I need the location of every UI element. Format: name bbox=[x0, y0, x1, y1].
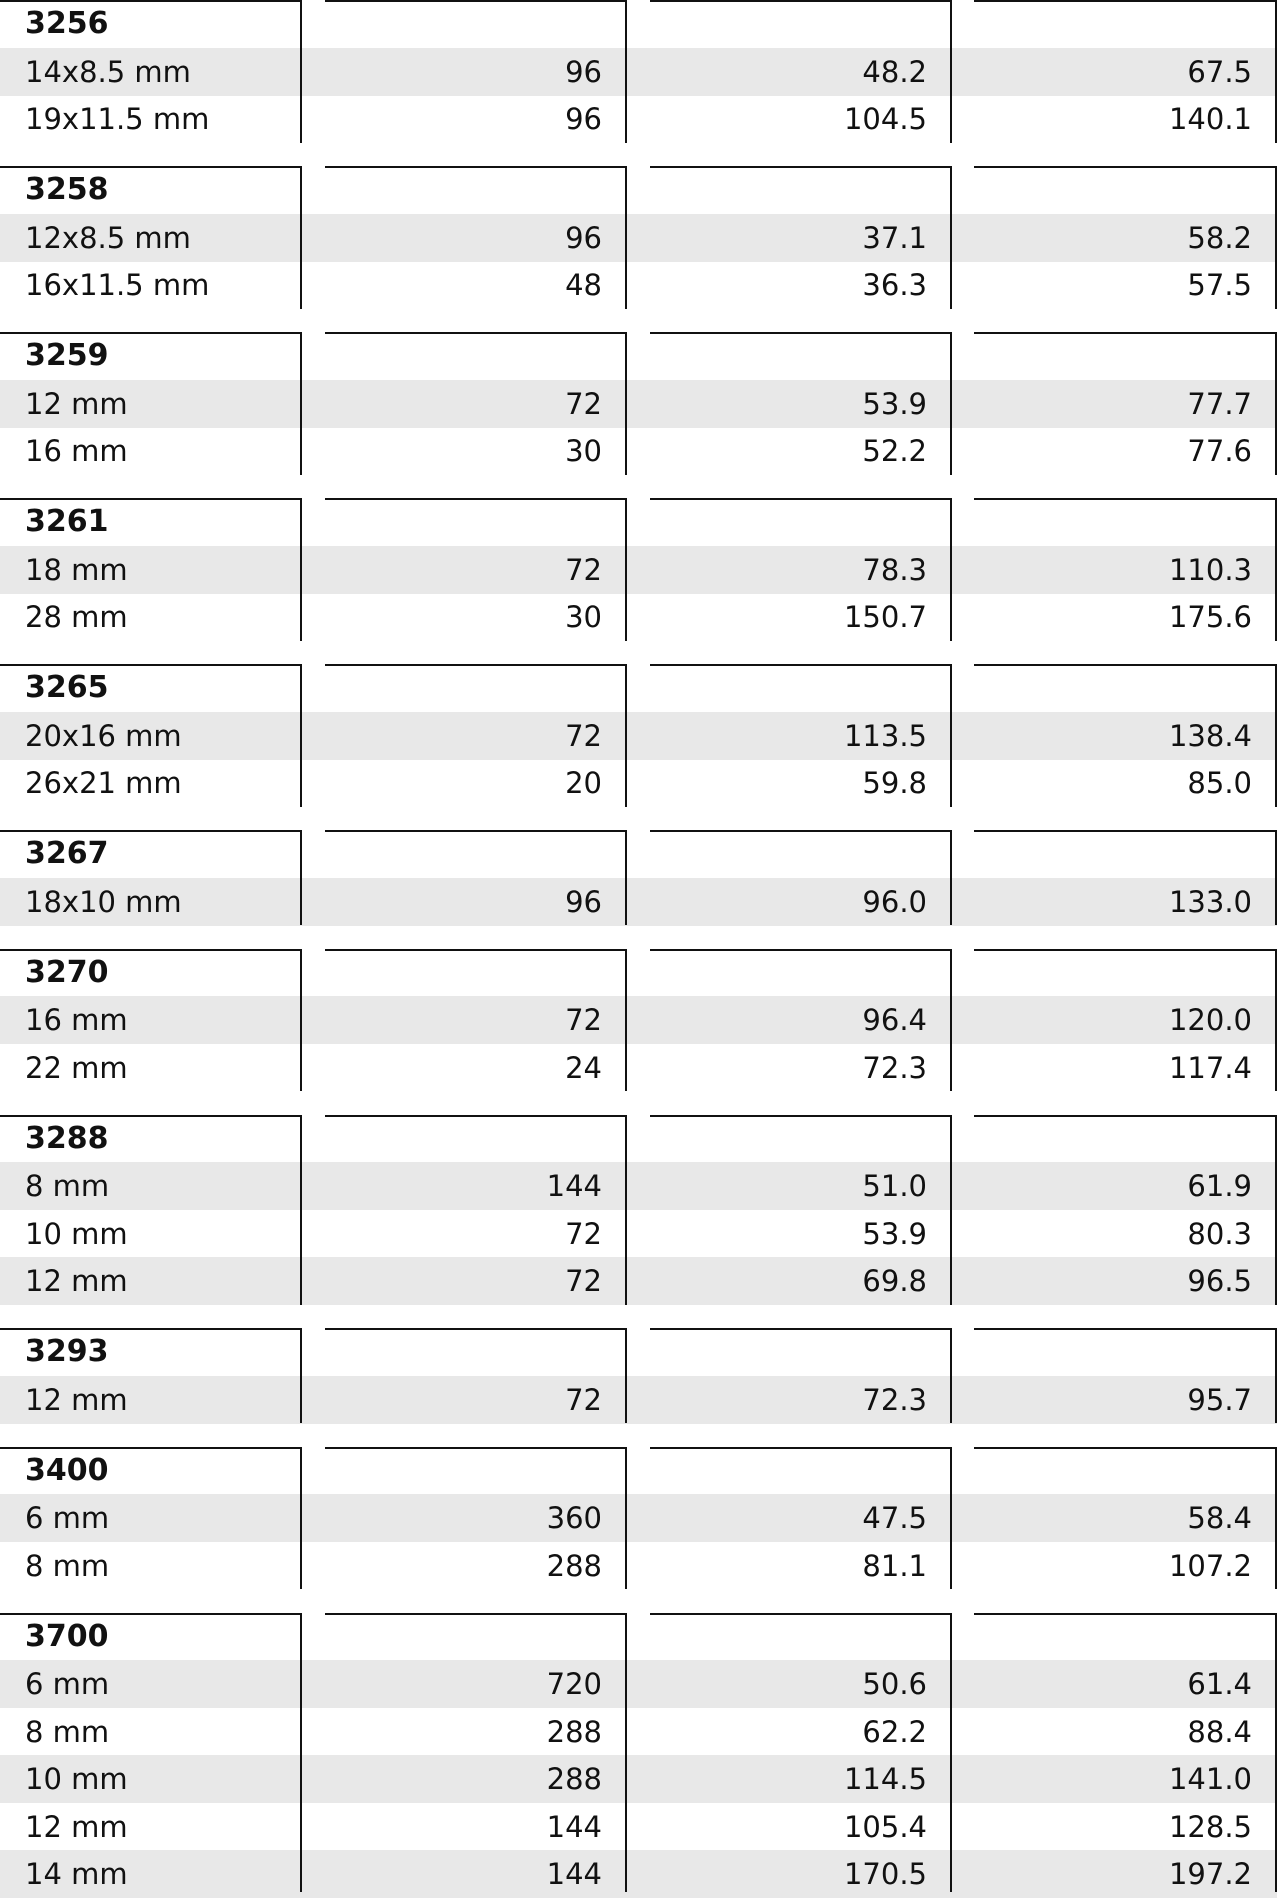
value-cell: 30 bbox=[565, 600, 602, 634]
group-header-row bbox=[0, 1613, 1277, 1661]
value-cell: 138.4 bbox=[1168, 718, 1252, 753]
value-cell: 85.0 bbox=[1187, 766, 1252, 800]
size-label: 19x11.5 mm bbox=[25, 102, 210, 136]
value-cell: 81.1 bbox=[862, 1548, 927, 1583]
column-divider bbox=[300, 0, 302, 143]
value-cell: 20 bbox=[565, 766, 602, 800]
size-label: 8 mm bbox=[25, 1169, 110, 1203]
box-top-rule bbox=[650, 1328, 952, 1330]
value-cell: 113.5 bbox=[843, 718, 927, 753]
size-label: 6 mm bbox=[25, 1667, 110, 1701]
product-code: 3293 bbox=[25, 1334, 109, 1369]
product-code: 3261 bbox=[25, 504, 109, 539]
value-cell: 288 bbox=[546, 1714, 602, 1749]
column-divider bbox=[625, 949, 627, 1092]
value-cell: 58.2 bbox=[1187, 220, 1252, 255]
column-divider bbox=[950, 0, 952, 143]
table-row bbox=[0, 1708, 1277, 1756]
table-row bbox=[0, 214, 1277, 262]
size-label: 28 mm bbox=[25, 600, 128, 634]
value-cell: 72 bbox=[565, 552, 602, 587]
box-top-rule bbox=[325, 1328, 627, 1330]
group-header-row bbox=[0, 166, 1277, 214]
group-header-row bbox=[0, 830, 1277, 878]
table-row bbox=[0, 1257, 1277, 1305]
column-divider bbox=[300, 332, 302, 475]
column-divider bbox=[950, 498, 952, 641]
box-top-rule bbox=[0, 166, 302, 168]
value-cell: 72.3 bbox=[862, 1382, 927, 1417]
box-top-rule bbox=[650, 949, 952, 951]
column-divider bbox=[625, 1328, 627, 1423]
column-divider bbox=[300, 1447, 302, 1590]
value-cell: 197.2 bbox=[1168, 1857, 1252, 1891]
column-divider bbox=[950, 1115, 952, 1305]
box-top-rule bbox=[0, 949, 302, 951]
value-cell: 96 bbox=[565, 884, 602, 919]
box-top-rule bbox=[0, 1115, 302, 1117]
value-cell: 48 bbox=[565, 268, 602, 302]
column-divider bbox=[950, 1613, 952, 1893]
size-label: 16 mm bbox=[25, 434, 128, 468]
value-cell: 30 bbox=[565, 434, 602, 468]
box-top-rule bbox=[325, 0, 627, 2]
table-row bbox=[0, 1850, 1277, 1898]
box-top-rule bbox=[0, 830, 302, 832]
column-divider bbox=[625, 1115, 627, 1305]
product-code: 3267 bbox=[25, 836, 109, 871]
box-top-rule bbox=[325, 1613, 627, 1615]
value-cell: 52.2 bbox=[862, 434, 927, 468]
group-header-row bbox=[0, 332, 1277, 380]
group-header-row bbox=[0, 1328, 1277, 1376]
size-label: 8 mm bbox=[25, 1714, 110, 1749]
group-header-row bbox=[0, 664, 1277, 712]
box-top-rule bbox=[325, 332, 627, 334]
box-top-rule bbox=[974, 664, 1277, 666]
box-top-rule bbox=[325, 166, 627, 168]
value-cell: 140.1 bbox=[1168, 102, 1252, 136]
value-cell: 288 bbox=[546, 1548, 602, 1583]
box-top-rule bbox=[650, 0, 952, 2]
column-divider bbox=[300, 1613, 302, 1893]
box-top-rule bbox=[325, 1447, 627, 1449]
size-label: 10 mm bbox=[25, 1216, 128, 1251]
table-row bbox=[0, 427, 1277, 475]
value-cell: 72 bbox=[565, 1382, 602, 1417]
box-top-rule bbox=[974, 332, 1277, 334]
value-cell: 96 bbox=[565, 220, 602, 255]
table-row bbox=[0, 712, 1277, 760]
value-cell: 360 bbox=[546, 1501, 602, 1535]
box-top-rule bbox=[0, 332, 302, 334]
value-cell: 128.5 bbox=[1168, 1809, 1252, 1844]
value-cell: 150.7 bbox=[843, 600, 927, 634]
value-cell: 117.4 bbox=[1168, 1050, 1252, 1085]
column-divider bbox=[950, 332, 952, 475]
box-top-rule bbox=[325, 1115, 627, 1117]
value-cell: 114.5 bbox=[843, 1762, 927, 1796]
column-divider bbox=[950, 664, 952, 807]
box-top-rule bbox=[974, 1613, 1277, 1615]
column-divider bbox=[950, 830, 952, 925]
value-cell: 120.0 bbox=[1168, 1003, 1252, 1037]
table-row bbox=[0, 1210, 1277, 1258]
value-cell: 61.9 bbox=[1187, 1169, 1252, 1203]
table-row bbox=[0, 878, 1277, 926]
group-header-row bbox=[0, 498, 1277, 546]
column-divider bbox=[300, 949, 302, 1092]
value-cell: 88.4 bbox=[1187, 1714, 1252, 1749]
value-cell: 50.6 bbox=[862, 1667, 927, 1701]
value-cell: 67.5 bbox=[1187, 54, 1252, 89]
table-row bbox=[0, 759, 1277, 807]
size-label: 12x8.5 mm bbox=[25, 220, 191, 255]
value-cell: 77.6 bbox=[1187, 434, 1252, 468]
product-code: 3265 bbox=[25, 670, 109, 705]
table-row bbox=[0, 48, 1277, 96]
value-cell: 288 bbox=[546, 1762, 602, 1796]
box-top-rule bbox=[325, 664, 627, 666]
table-row bbox=[0, 261, 1277, 309]
value-cell: 72.3 bbox=[862, 1050, 927, 1085]
size-label: 12 mm bbox=[25, 386, 128, 421]
table-row bbox=[0, 1803, 1277, 1851]
column-divider bbox=[625, 0, 627, 143]
box-top-rule bbox=[974, 949, 1277, 951]
value-cell: 96 bbox=[565, 54, 602, 89]
box-top-rule bbox=[325, 830, 627, 832]
box-top-rule bbox=[325, 949, 627, 951]
value-cell: 104.5 bbox=[843, 102, 927, 136]
box-top-rule bbox=[650, 1613, 952, 1615]
column-divider bbox=[625, 166, 627, 309]
value-cell: 58.4 bbox=[1187, 1501, 1252, 1535]
value-cell: 175.6 bbox=[1168, 600, 1252, 634]
value-cell: 36.3 bbox=[862, 268, 927, 302]
column-divider bbox=[300, 664, 302, 807]
value-cell: 105.4 bbox=[843, 1809, 927, 1844]
value-cell: 72 bbox=[565, 1216, 602, 1251]
column-divider bbox=[950, 166, 952, 309]
box-top-rule bbox=[325, 498, 627, 500]
box-top-rule bbox=[974, 0, 1277, 2]
box-top-rule bbox=[974, 1328, 1277, 1330]
product-code: 3288 bbox=[25, 1120, 109, 1156]
value-cell: 107.2 bbox=[1168, 1548, 1252, 1583]
size-label: 18 mm bbox=[25, 552, 128, 587]
box-top-rule bbox=[650, 498, 952, 500]
product-code: 3270 bbox=[25, 954, 109, 990]
value-cell: 72 bbox=[565, 386, 602, 421]
column-divider bbox=[950, 1328, 952, 1423]
value-cell: 53.9 bbox=[862, 1216, 927, 1251]
column-divider bbox=[300, 1115, 302, 1305]
value-cell: 57.5 bbox=[1187, 268, 1252, 302]
group-header-row bbox=[0, 1115, 1277, 1163]
value-cell: 720 bbox=[546, 1667, 602, 1701]
column-divider bbox=[625, 1447, 627, 1590]
product-code: 3258 bbox=[25, 172, 109, 207]
box-top-rule bbox=[0, 1613, 302, 1615]
column-divider bbox=[625, 1613, 627, 1893]
column-divider bbox=[300, 166, 302, 309]
column-divider bbox=[300, 830, 302, 925]
value-cell: 72 bbox=[565, 1003, 602, 1037]
box-top-rule bbox=[0, 1447, 302, 1449]
column-divider bbox=[300, 1328, 302, 1423]
value-cell: 96.5 bbox=[1187, 1264, 1252, 1298]
value-cell: 69.8 bbox=[862, 1264, 927, 1298]
box-top-rule bbox=[974, 1115, 1277, 1117]
box-top-rule bbox=[974, 830, 1277, 832]
column-divider bbox=[625, 664, 627, 807]
value-cell: 59.8 bbox=[862, 766, 927, 800]
value-cell: 24 bbox=[565, 1050, 602, 1085]
table-row bbox=[0, 1044, 1277, 1092]
box-top-rule bbox=[650, 664, 952, 666]
value-cell: 96.0 bbox=[862, 884, 927, 919]
table-row bbox=[0, 546, 1277, 594]
table-row bbox=[0, 996, 1277, 1044]
table-row bbox=[0, 1162, 1277, 1210]
table-row bbox=[0, 593, 1277, 641]
size-label: 10 mm bbox=[25, 1762, 128, 1796]
size-label: 22 mm bbox=[25, 1050, 128, 1085]
group-header-row bbox=[0, 1447, 1277, 1495]
size-label: 12 mm bbox=[25, 1809, 128, 1844]
value-cell: 80.3 bbox=[1187, 1216, 1252, 1251]
value-cell: 62.2 bbox=[862, 1714, 927, 1749]
value-cell: 141.0 bbox=[1168, 1762, 1252, 1796]
size-label: 6 mm bbox=[25, 1501, 110, 1535]
table-row bbox=[0, 1755, 1277, 1803]
column-divider bbox=[950, 949, 952, 1092]
value-cell: 144 bbox=[546, 1809, 602, 1844]
box-top-rule bbox=[650, 332, 952, 334]
value-cell: 72 bbox=[565, 718, 602, 753]
value-cell: 78.3 bbox=[862, 552, 927, 587]
box-top-rule bbox=[974, 498, 1277, 500]
value-cell: 77.7 bbox=[1187, 386, 1252, 421]
value-cell: 144 bbox=[546, 1169, 602, 1203]
table-row bbox=[0, 380, 1277, 428]
box-top-rule bbox=[650, 1447, 952, 1449]
value-cell: 144 bbox=[546, 1857, 602, 1891]
value-cell: 53.9 bbox=[862, 386, 927, 421]
size-label: 20x16 mm bbox=[25, 718, 182, 753]
size-label: 18x10 mm bbox=[25, 884, 182, 919]
value-cell: 72 bbox=[565, 1264, 602, 1298]
value-cell: 96 bbox=[565, 102, 602, 136]
box-top-rule bbox=[0, 664, 302, 666]
table-row bbox=[0, 1660, 1277, 1708]
size-label: 8 mm bbox=[25, 1548, 110, 1583]
value-cell: 37.1 bbox=[862, 220, 927, 255]
value-cell: 48.2 bbox=[862, 54, 927, 89]
size-label: 12 mm bbox=[25, 1382, 128, 1417]
product-code: 3400 bbox=[25, 1452, 109, 1488]
size-label: 16x11.5 mm bbox=[25, 268, 210, 302]
column-divider bbox=[950, 1447, 952, 1590]
box-top-rule bbox=[974, 1447, 1277, 1449]
column-divider bbox=[625, 332, 627, 475]
size-label: 26x21 mm bbox=[25, 766, 182, 800]
value-cell: 47.5 bbox=[862, 1501, 927, 1535]
value-cell: 110.3 bbox=[1168, 552, 1252, 587]
box-top-rule bbox=[0, 1328, 302, 1330]
product-code: 3256 bbox=[25, 6, 109, 41]
size-label: 12 mm bbox=[25, 1264, 128, 1298]
box-top-rule bbox=[650, 830, 952, 832]
group-header-row bbox=[0, 0, 1277, 48]
column-divider bbox=[625, 498, 627, 641]
table-row bbox=[0, 1494, 1277, 1542]
column-divider bbox=[300, 498, 302, 641]
column-divider bbox=[625, 830, 627, 925]
value-cell: 133.0 bbox=[1168, 884, 1252, 919]
size-label: 16 mm bbox=[25, 1003, 128, 1037]
value-cell: 61.4 bbox=[1187, 1667, 1252, 1701]
box-top-rule bbox=[650, 166, 952, 168]
group-header-row bbox=[0, 949, 1277, 997]
box-top-rule bbox=[974, 166, 1277, 168]
product-code: 3259 bbox=[25, 338, 109, 373]
table-row bbox=[0, 95, 1277, 143]
size-label: 14x8.5 mm bbox=[25, 54, 191, 89]
size-label: 14 mm bbox=[25, 1857, 128, 1891]
box-top-rule bbox=[650, 1115, 952, 1117]
value-cell: 95.7 bbox=[1187, 1382, 1252, 1417]
box-top-rule bbox=[0, 498, 302, 500]
box-top-rule bbox=[0, 0, 302, 2]
table-row bbox=[0, 1376, 1277, 1424]
product-code: 3700 bbox=[25, 1618, 109, 1654]
value-cell: 51.0 bbox=[862, 1169, 927, 1203]
value-cell: 96.4 bbox=[862, 1003, 927, 1037]
table-row bbox=[0, 1542, 1277, 1590]
value-cell: 170.5 bbox=[843, 1857, 927, 1891]
